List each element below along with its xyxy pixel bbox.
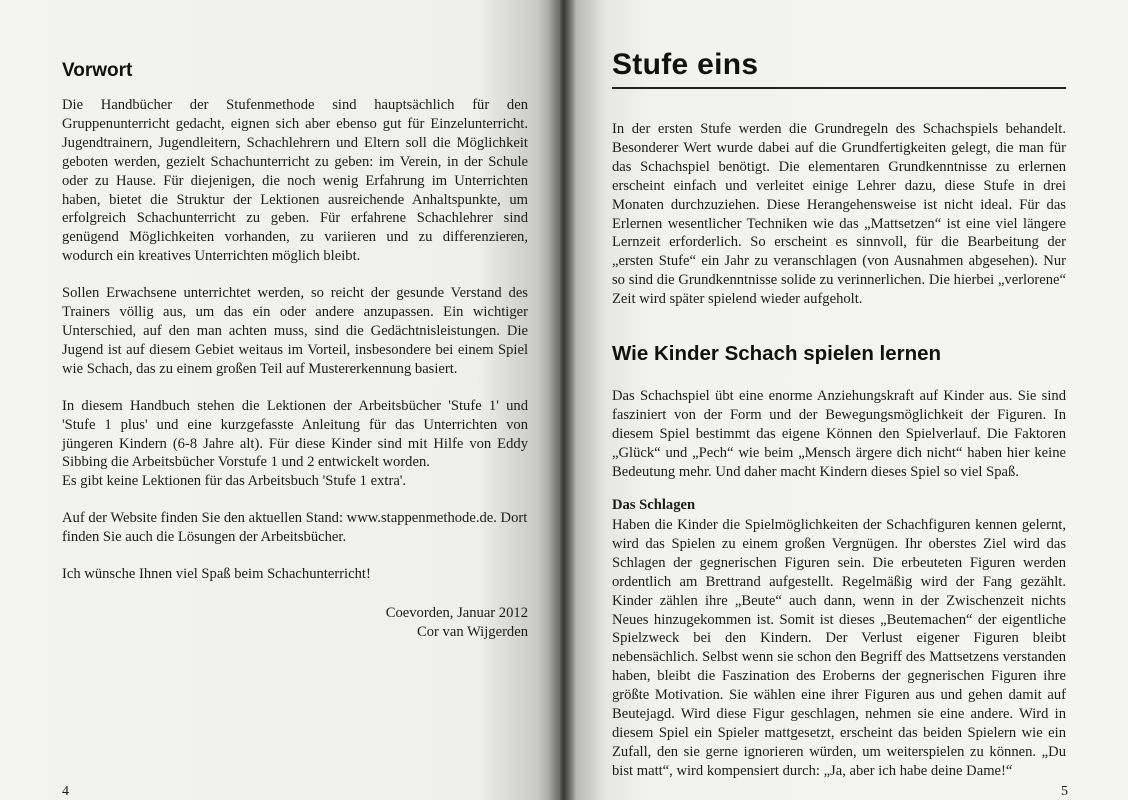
signature-name: Cor van Wijgerden (417, 623, 528, 640)
chapter-heading: Stufe eins (612, 48, 759, 81)
paragraph: Das Schachspiel übt eine enorme Anziehungskraft auf Kinder aus. Sie sind fasziniert von der Form und der Bewegungsmöglichkeit der Figuren. In diesem Spiel bestimmt das eigene Können den Spielverlauf. Die Faktoren „Glück“ und „Pech“ wie beim „Mensch ärgere dich nicht“ haben hier keine Bedeutung mehr. Und daher macht Kindern dieses Spiel so viel Spaß. (612, 388, 1066, 480)
paragraph: Ich wünsche Ihnen viel Spaß beim Schachunterricht! (62, 566, 371, 583)
signature-place-date: Coevorden, Januar 2012 (385, 605, 528, 621)
subheading: Das Schlagen (612, 497, 696, 513)
book-gutter (548, 0, 576, 800)
paragraph: In diesem Handbuch stehen die Lektionen der Arbeitsbücher 'Stufe 1' und 'Stufe 1 plus' und eine kurzgefasste Anleitung für das Unterrichten von jüngeren Kindern (6-8 Jahre alt). Für diese Kinder sind mit Hilfe von Eddy Sibbing die Arbeitsbücher Vorstufe 1 und 2 entwickelt worden. (62, 397, 528, 471)
page-number: 5 (1061, 784, 1068, 799)
heading-rule (612, 87, 1066, 89)
chapter-intro (612, 120, 1066, 309)
section-heading: Wie Kinder Schach spielen lernen (612, 342, 942, 365)
paragraph: Es gibt keine Lektionen für das Arbeitsbuch 'Stufe 1 extra'. (62, 473, 407, 490)
paragraph: In der ersten Stufe werden die Grundregeln des Schachspiels behandelt. Besonderer Wert wurde dabei auf die Grundfertigkeiten gelegt, die man für das Schachspiel benötigt. Die elementaren Grundkenntnisse zu erlernen erscheint einfach und verleitet einige Lehrer dazu, diese Stufe in drei Monaten durchzuziehen. Diese Herangehensweise ist nicht ideal. Für das Erlernen wesentlicher Techniken wie das „Mattsetzen“ ist eine viel längere Lernzeit erforderlich. So erscheint es sinnvoll, für die Bearbeitung der „ersten Stufe“ ein Jahr zu veranschlagen (von Ausnahmen abgesehen). Nur so sind die Grundkenntnisse solide zu verinnerlichen. Die hierbei „verlorene“ Zeit wird später spielend wieder aufgeholt. (612, 121, 1066, 308)
page-heading-vorwort: Vorwort (62, 60, 133, 81)
section-body (612, 387, 1066, 482)
page-number: 4 (62, 784, 69, 799)
subsection-body (612, 516, 1066, 781)
paragraph: Sollen Erwachsene unterrichtet werden, so reicht der gesunde Verstand des Trainers völlig aus, um das ein oder andere anzupassen. Ein wichtiger Unterschied, auf den man achten muss, sind die Gedächtnisleistungen. Die Jugend ist auf diesem Gebiet weitaus im Vorteil, insbesondere bei einem Spiel wie Schach, das zu einem großen Teil auf Mustererkennung basiert. (62, 285, 528, 377)
signature (386, 604, 528, 642)
paragraph: Die Handbücher der Stufenmethode sind hauptsächlich für den Gruppenunterricht gedacht, eignen sich aber ebenso gut für Einzelunterricht. Jugendtrainern, Jugendleitern, Schachlehrern und Eltern soll die Möglichkeit geboten werden, gezielt Schachunterricht zu geben: im Verein, in der Schule oder zu Hause. Für diejenigen, die noch wenig Erfahrung im Unterrichten haben, bietet die Struktur der Lektionen ausreichende Anhaltspunkte, um erfolgreich Schachunterricht zu geben. Für erfahrene Schachlehrer sind genügend Möglichkeiten vorhanden, zu variieren und zu differenzieren, wodurch ein kreatives Unterrichten möglich bleibt. (62, 97, 528, 265)
right-page (560, 0, 1128, 800)
paragraph: Auf der Website finden Sie den aktuellen Stand: www.stappenmethode.de. Dort finden Sie auch die Lösungen der Arbeitsbücher. (62, 510, 528, 546)
left-page (0, 0, 560, 800)
foreword-body (62, 96, 528, 602)
paragraph: Haben die Kinder die Spielmöglichkeiten der Schachfiguren kennen gelernt, wird das Spielen zu einem großen Vergnügen. Ihr oberstes Ziel wird das Schlagen der gegnerischen Figuren sein. Die erbeuteten Figuren werden ordentlich am Brettrand aufgestellt. Regelmäßig wird der Fang gezählt. Kinder zählen ihre „Beute“ auch dann, wenn in der Zwischenzeit nichts Neues hinzugekommen ist. Somit ist dieses „Beutemachen“ der eigentliche Spielzweck bei den Kindern. Der Verlust eigener Figuren bleibt nebensächlich. Selbst wenn sie schon den Begriff des Mattsetzens verstanden haben, bleibt die Faszination des Eroberns der gegnerischen Figuren ihre größte Motivation. Sie wählen eine ihrer Figuren aus und gehen damit auf Beutejagd. Wird diese Figur geschlagen, nehmen sie eine andere. Wird in diesem Spiel ein Spieler mattgesetzt, erscheint das beiden Spielern wie ein Zufall, den sie gerne ignorieren würden, um weiterspielen zu können. „Du bist matt“, wird kompensiert durch: „Ja, aber ich habe deine Dame!“ (612, 517, 1066, 779)
